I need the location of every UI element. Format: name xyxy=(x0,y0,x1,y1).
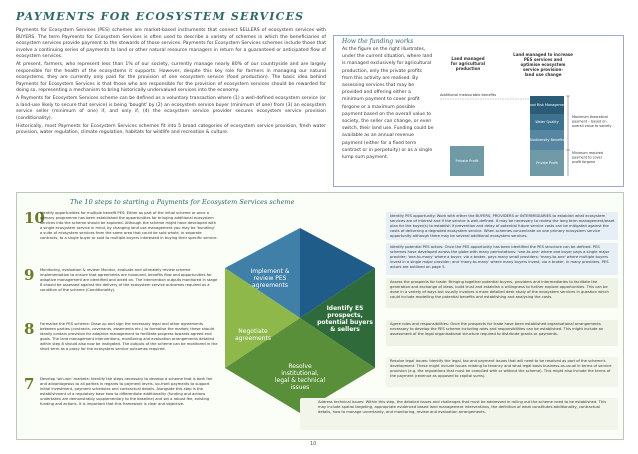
step-1 xyxy=(390,214,616,239)
wheel-left-label: Negotiate agreements xyxy=(234,328,272,342)
diagram-max-label: Maximum theoretical payment – based on overall value to society xyxy=(572,115,612,128)
step-text: Resolve legal issues: Identify the legal, tax and payment issues that will need to be resolved as part of the scheme's development. These might include issues relating to tenancy and what legal basis business-as-usual in terms of service provision (e.g. the regulations that must be complied with or without the scheme). This might also include the terms of the payment (revenue as opposed to capital sums). xyxy=(390,359,612,378)
step-5 xyxy=(390,359,616,379)
step-text: Formalise the PES scheme: Draw up and sign the necessary legal and other agreements between parties (contracts, covenants, easements etc.) to formalise the market; these should ideally contain provision for adaptive management to facilitate progress towards agreed end goals. The land management interventions, monitoring and evaluation arrangements detailed within step 8 should also now be instigated. The outputs of the scheme can be monitored in the short term as a proxy for the ecosystem service outcomes required. xyxy=(40,322,218,351)
wheel-bottom-label: Resolve institutional, legal & technical issues xyxy=(274,363,326,391)
step-text: Identify PES opportunity: Work with either the BUYERS, PROVIDERS or INTERMEDIARIES to establish what ecosystem services are of interest and if the service is well-defined. It may be necessary to review the long term management/asset plan for the buyer(s) to establish if prevention and delay of potential future service costs can be mitigated against the costs of delivering a degraded ecosystem service. When schemes concentrate on one primary ecosystem service opportunity although there may be several additional ecosystem services. xyxy=(390,214,615,238)
step-number: 7 xyxy=(24,375,35,393)
step-number: 8 xyxy=(24,320,35,338)
step-6 xyxy=(318,400,614,415)
step-text: Identify potential PES actors: Once the PES opportunity has been identified the PES structure can be defined. PES schemes have developed across the globe with many permutations: 'one-to-one' where one buyer pays a single major provider; 'one-to-many' where a buyer, via a broker, pays many small providers; 'many-to-one' where multiple buyers invest in a single major provider; and 'many-to-many' where many buyers invest, via a broker, in many providers. PES actors are outlined on page 5. xyxy=(390,245,610,269)
steps-wheel xyxy=(215,218,385,418)
intro-text xyxy=(16,28,326,138)
funding-box-text: As the figure on the right illustrates, under the current situation, where land is managed exclusively for agricultural production, only the private profits from this activity are realised. By assessing services that may be provided and offering either a minimum payment to cover profit forgone or a maximum possible payment based on the overall value to society, the seller can change, or even switch, their land use. Funding could be available as an annual revenue payment (either for a fixed term contract or in perpetuity) or as a single lump sum payment. xyxy=(342,47,434,161)
diagram-min-label: Minimum required payment to cover profit forgone xyxy=(572,151,603,164)
left-private-profit: Private Profit xyxy=(455,159,479,163)
step-number: 10 xyxy=(24,209,45,227)
diagram-left-label: Land managed for agricultural production xyxy=(450,56,486,71)
step-2 xyxy=(390,245,616,270)
wheel-top-label: Implement & review PES agreements xyxy=(250,268,290,289)
step-text: Assess the prospects for trade: Bringing together potential buyers, providers and intermediaries to facilitate the generation and exchange of ideas, build trust and establish a willingness to further explore opportunities. This can be done in a variety of ways but usually involves a more detailed desk study of the ecosystem services in question which could include modelling the potential benefits and establishing and analysing the costs. xyxy=(390,280,609,299)
diagram-right-label: Land managed to increase PES services and optimise ecosystem service provision-land use change xyxy=(513,52,573,77)
step-text: Monitoring, evaluation & review: Monitor, evaluate and ultimately review scheme implementation to ensure that agreements are honoured, benefits flow and opportunities for adaptive management are identified and acted on. The intervention outputs monitored in stage 8 should be assessed against the delivery of the ecosystem service outcomes required as a condition of the scheme (Conditionality). xyxy=(40,268,218,292)
paragraph-3: A Payments for Ecosystem Services scheme can be defined as a voluntary transaction where (1) a well-defined ecosystem service (or a land-use likely to secure that service) is being 'bought' by (2) an ecosystem service buyer (minimum of one) from (3) an ecosystem service seller (minimum of one) if, and only if, (4) the ecosystem service provider secures ecosystem service provision (conditionality). xyxy=(16,96,326,121)
step-9 xyxy=(24,268,224,308)
step-text: Identify opportunities for multiple benefit PES: Either as part of the initial scheme or once a primary programme has been established the opportunities for bringing additional ecosystem services into the scheme should be explored. Although the scheme might have developed with a single ecosystem service in mind, by changing land use management you may be 'bundling' a suite of ecosystem services from the same area that could be sold whole, in separate contracts, to a single buyer or sold to multiple buyers interested in buying their specific service. xyxy=(40,211,218,240)
step-text: Develop 'win-win' markets: Identify the steps necessary to develop a scheme that is both fair and advantageous to all parties in regards to payment levels, up-front payments to support initial investment, payment schedules and contractual details. Alongside this step is the establishment of a regulatory base how to differentiate additionality (funding and actions undertaken are demonstrably supplementary to the baseline) and set a robust fee, existing funding and actions. It is important that this framework is clear and objective. xyxy=(40,377,213,406)
step-text: Address technical issues: Within this step, the detailed issues and challenges that must be addressed in rolling out the scheme need to be established. This may include spatial targeting, appropriate evidenced based land management interventions, the definition of what constitutes additionality, contractual details, how to manage uncertainty, and monitoring, review and evaluation arrangements. xyxy=(318,400,607,414)
paragraph-4: Historically, most Payments for Ecosystem Services schemes fit into 5 broad categories of ecosystem service provision, fresh water provision, water regulation, climate regulation, habitats for wildlife and recreation & culture. xyxy=(16,123,326,136)
diagram-measurable: Additional measurable benefits xyxy=(440,93,497,97)
stack-label-water: Water Quality xyxy=(535,120,559,124)
stack-label-flood: Flood Risk Management xyxy=(526,103,568,107)
page-number: 10 xyxy=(310,441,317,447)
step-3 xyxy=(390,280,616,300)
stack-label-biodiversity: Biodiversity Benefits xyxy=(529,138,565,142)
stack-label-private: Private Profit xyxy=(536,161,558,165)
wheel-center-label: Identify ES prospects, potential buyers & sellers xyxy=(317,305,373,333)
step-7 xyxy=(24,377,224,427)
paragraph-2: At present, farmers, who represent less than 1% of our society, currently manage nearly 80% of our countryside and are largely responsible for the health of the ecosystems it supports. However, despite this key role for farmers in managing our natural ecosystems, they are currently only paid for the provision of one ecosystem service (food production). The basic idea behind Payments for Ecosystem Services is that those who are responsible for the provision of ecosystem services should be rewarded for doing so, representing a mechanism to bring historically undervalued services into the economy. xyxy=(16,62,326,94)
funding-diagram xyxy=(438,46,618,181)
step-8 xyxy=(24,322,224,362)
step-10 xyxy=(24,211,224,251)
step-text: Agree roles and responsibilities: Once the prospects for trade have been established organisational arrangements necessary to develop the PES scheme including roles and responsibilities can be established. This might include an assessment of the legal organisational structure required to distribute grants or payments. xyxy=(390,322,604,336)
funding-box-title: How the funding works xyxy=(342,38,414,45)
steps-heading: The 10 steps to starting a Payments for Ecosystem Services scheme xyxy=(70,198,295,206)
step-4 xyxy=(390,322,616,337)
page-title: PAYMENTS FOR ECOSYSTEM SERVICES xyxy=(16,10,305,23)
paragraph-1: Payments for Ecosystem Services (PES) schemes are market-based instruments that connect SELLERS of ecosystem services with BUYERS. The term Payments for Ecosystem Services is often used to describe a variety of schemes in which the beneficiaries of ecosystem services provide payment to the stewards of those services. Payments for Ecosystem Services schemes include those that involve a continuing series of payments to land or other natural resource managers in return for a guaranteed or anticipated flow of ecosystem services. xyxy=(16,28,326,59)
step-number: 9 xyxy=(24,266,35,284)
